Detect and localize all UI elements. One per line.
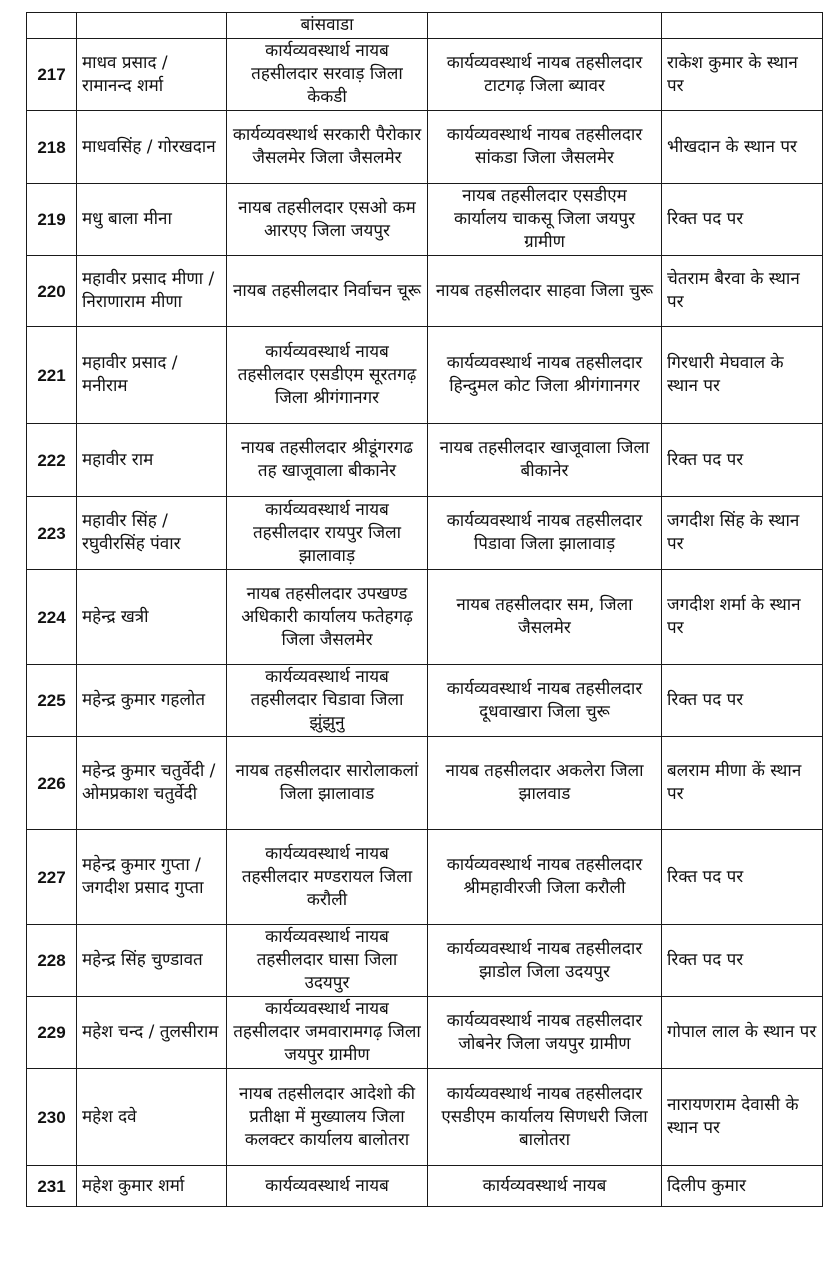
name-cell: माधवसिंह / गोरखदान <box>77 111 227 184</box>
from-cell: कार्यव्यवस्थार्थ नायब तहसीलदार चिडावा जिला झुंझुनु <box>227 665 428 737</box>
table-row <box>27 737 823 830</box>
remark-cell: राकेश कुमार के स्थान पर <box>662 39 823 111</box>
table-row <box>27 497 823 570</box>
remark-cell: बलराम मीणा कें स्थान पर <box>662 737 823 830</box>
remark-cell <box>662 13 823 39</box>
num-cell: 225 <box>27 665 77 737</box>
name-cell: महेन्द्र खत्री <box>77 570 227 665</box>
remark-cell: रिक्त पद पर <box>662 184 823 256</box>
num-cell: 220 <box>27 256 77 327</box>
table-row <box>27 830 823 925</box>
table-row <box>27 111 823 184</box>
from-cell: नायब तहसीलदार श्रीडूंगरगढ तह खाजूवाला बीकानेर <box>227 424 428 497</box>
to-cell: कार्यव्यवस्थार्थ नायब तहसीलदार एसडीएम कार्यालय सिणधरी जिला बालोतरा <box>428 1069 662 1166</box>
from-cell: कार्यव्यवस्थार्थ नायब तहसीलदार जमवारामगढ़ जिला जयपुर ग्रामीण <box>227 997 428 1069</box>
remark-cell: रिक्त पद पर <box>662 925 823 997</box>
from-cell: कार्यव्यवस्थार्थ सरकारी पैरोकार जैसलमेर जिला जैसलमेर <box>227 111 428 184</box>
num-cell: 219 <box>27 184 77 256</box>
remark-cell: रिक्त पद पर <box>662 424 823 497</box>
table-row <box>27 184 823 256</box>
to-cell: नायब तहसीलदार खाजूवाला जिला बीकानेर <box>428 424 662 497</box>
to-cell: कार्यव्यवस्थार्थ नायब <box>428 1166 662 1207</box>
from-cell: नायब तहसीलदार उपखण्ड अधिकारी कार्यालय फतेहगढ़ जिला जैसलमेर <box>227 570 428 665</box>
num-cell: 230 <box>27 1069 77 1166</box>
from-cell: बांसवाडा <box>227 13 428 39</box>
table-row <box>27 39 823 111</box>
from-cell: नायब तहसीलदार सारोलाकलां जिला झालावाड <box>227 737 428 830</box>
num-cell: 231 <box>27 1166 77 1207</box>
to-cell: कार्यव्यवस्थार्थ नायब तहसीलदार टाटगढ़ जिला ब्यावर <box>428 39 662 111</box>
to-cell: नायब तहसीलदार सम, जिला जैसलमेर <box>428 570 662 665</box>
from-cell: नायब तहसीलदार निर्वाचन चूरू <box>227 256 428 327</box>
table-row <box>27 327 823 424</box>
num-cell: 226 <box>27 737 77 830</box>
to-cell: कार्यव्यवस्थार्थ नायब तहसीलदार श्रीमहावीरजी जिला करौली <box>428 830 662 925</box>
name-cell: मधु बाला मीना <box>77 184 227 256</box>
remark-cell: भीखदान के स्थान पर <box>662 111 823 184</box>
from-cell: कार्यव्यवस्थार्थ नायब तहसीलदार रायपुर जिला झालावाड़ <box>227 497 428 570</box>
table-row <box>27 256 823 327</box>
to-cell: नायब तहसीलदार अकलेरा जिला झालवाड <box>428 737 662 830</box>
name-cell: महेन्द्र कुमार चतुर्वेदी / ओमप्रकाश चतुर्वेदी <box>77 737 227 830</box>
table-row <box>27 570 823 665</box>
name-cell: माधव प्रसाद / रामानन्द शर्मा <box>77 39 227 111</box>
remark-cell: रिक्त पद पर <box>662 830 823 925</box>
remark-cell: रिक्त पद पर <box>662 665 823 737</box>
remark-cell: गोपाल लाल के स्थान पर <box>662 997 823 1069</box>
transfer-table-body <box>27 13 823 1207</box>
name-cell: महेश कुमार शर्मा <box>77 1166 227 1207</box>
transfer-table <box>26 12 823 1207</box>
name-cell: महावीर सिंह / रघुवीरसिंह पंवार <box>77 497 227 570</box>
num-cell: 229 <box>27 997 77 1069</box>
num-cell: 228 <box>27 925 77 997</box>
table-row <box>27 997 823 1069</box>
name-cell: महेन्द्र सिंह चुण्डावत <box>77 925 227 997</box>
continuation-row <box>27 13 823 39</box>
from-cell: कार्यव्यवस्थार्थ नायब तहसीलदार मण्डरायल जिला करौली <box>227 830 428 925</box>
to-cell: कार्यव्यवस्थार्थ नायब तहसीलदार हिन्दुमल कोट जिला श्रीगंगानगर <box>428 327 662 424</box>
num-cell: 222 <box>27 424 77 497</box>
table-row <box>27 1166 823 1207</box>
table-row <box>27 665 823 737</box>
from-cell: नायब तहसीलदार एसओ कम आरएए जिला जयपुर <box>227 184 428 256</box>
name-cell: महावीर प्रसाद मीणा / निराणाराम मीणा <box>77 256 227 327</box>
num-cell <box>27 13 77 39</box>
to-cell: कार्यव्यवस्थार्थ नायब तहसीलदार सांकडा जिला जैसलमेर <box>428 111 662 184</box>
num-cell: 227 <box>27 830 77 925</box>
name-cell <box>77 13 227 39</box>
to-cell: नायब तहसीलदार साहवा जिला चुरू <box>428 256 662 327</box>
to-cell: कार्यव्यवस्थार्थ नायब तहसीलदार पिडावा जिला झालावाड़ <box>428 497 662 570</box>
to-cell: कार्यव्यवस्थार्थ नायब तहसीलदार दूधवाखारा जिला चुरू <box>428 665 662 737</box>
table-row <box>27 424 823 497</box>
remark-cell: नारायणराम देवासी के स्थान पर <box>662 1069 823 1166</box>
name-cell: महेन्द्र कुमार गुप्ता / जगदीश प्रसाद गुप्ता <box>77 830 227 925</box>
to-cell: नायब तहसीलदार एसडीएम कार्यालय चाकसू जिला जयपुर ग्रामीण <box>428 184 662 256</box>
to-cell <box>428 13 662 39</box>
name-cell: महेश चन्द / तुलसीराम <box>77 997 227 1069</box>
num-cell: 217 <box>27 39 77 111</box>
num-cell: 218 <box>27 111 77 184</box>
to-cell: कार्यव्यवस्थार्थ नायब तहसीलदार झाडोल जिला उदयपुर <box>428 925 662 997</box>
remark-cell: दिलीप कुमार <box>662 1166 823 1207</box>
from-cell: कार्यव्यवस्थार्थ नायब तहसीलदार घासा जिला उदयपुर <box>227 925 428 997</box>
num-cell: 223 <box>27 497 77 570</box>
name-cell: महावीर प्रसाद / मनीराम <box>77 327 227 424</box>
table-row <box>27 925 823 997</box>
from-cell: कार्यव्यवस्थार्थ नायब तहसीलदार सरवाड़ जिला केकडी <box>227 39 428 111</box>
name-cell: महेन्द्र कुमार गहलोत <box>77 665 227 737</box>
remark-cell: जगदीश शर्मा के स्थान पर <box>662 570 823 665</box>
name-cell: महावीर राम <box>77 424 227 497</box>
remark-cell: चेतराम बैरवा के स्थान पर <box>662 256 823 327</box>
to-cell: कार्यव्यवस्थार्थ नायब तहसीलदार जोबनेर जिला जयपुर ग्रामीण <box>428 997 662 1069</box>
from-cell: कार्यव्यवस्थार्थ नायब <box>227 1166 428 1207</box>
from-cell: कार्यव्यवस्थार्थ नायब तहसीलदार एसडीएम सूरतगढ़ जिला श्रीगंगानगर <box>227 327 428 424</box>
name-cell: महेश दवे <box>77 1069 227 1166</box>
from-cell: नायब तहसीलदार आदेशो की प्रतीक्षा में मुख्यालय जिला कलक्टर कार्यालय बालोतरा <box>227 1069 428 1166</box>
num-cell: 224 <box>27 570 77 665</box>
remark-cell: गिरधारी मेघवाल के स्थान पर <box>662 327 823 424</box>
table-row <box>27 1069 823 1166</box>
remark-cell: जगदीश सिंह के स्थान पर <box>662 497 823 570</box>
num-cell: 221 <box>27 327 77 424</box>
